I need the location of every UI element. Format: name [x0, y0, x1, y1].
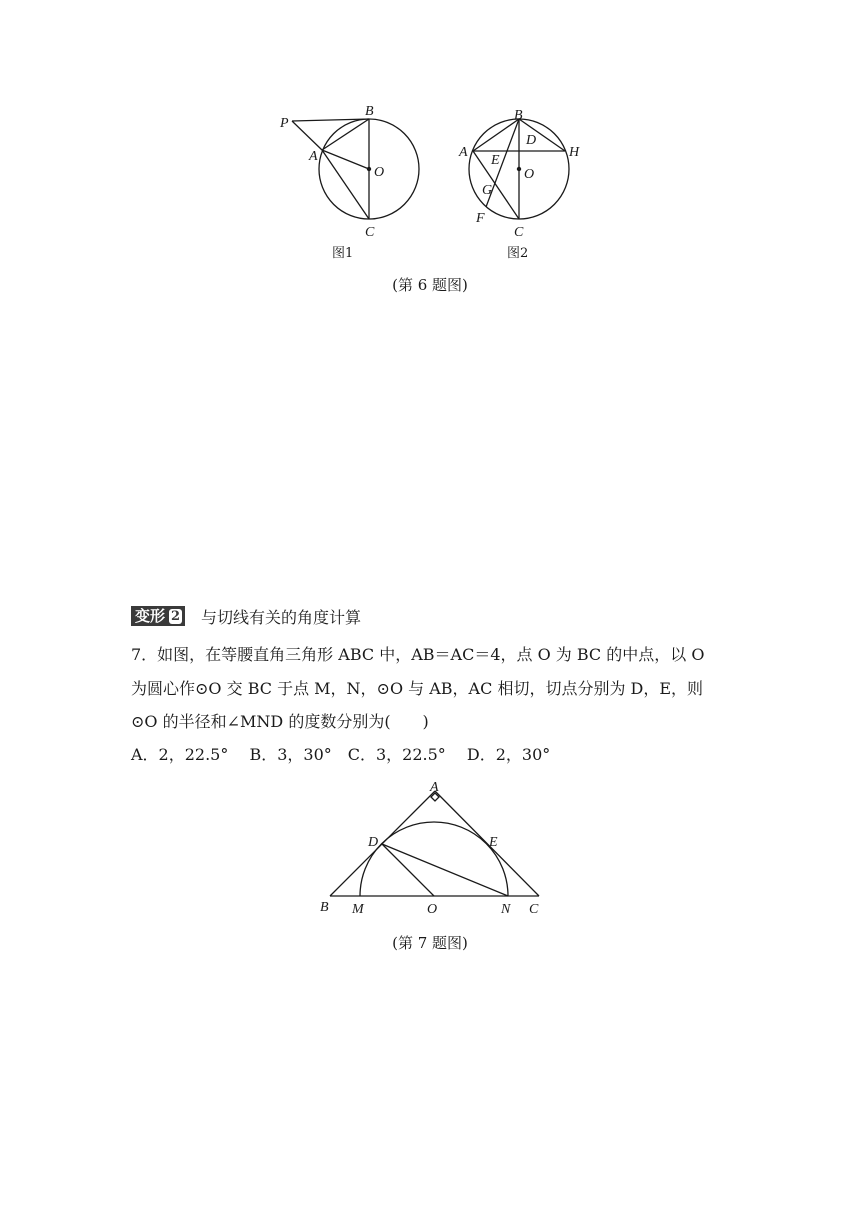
fig7-label-D: D: [368, 835, 379, 850]
fig7-label-M: M: [352, 902, 364, 917]
fig2-center-dot: [517, 167, 521, 171]
question-7-line-1: 7．如图，在等腰直角三角形 ABC 中，AB＝AC＝4，点 O 为 BC 的中点，以 O: [131, 645, 705, 664]
fig1-label-A: A: [309, 149, 318, 164]
fig2-sublabel: 图2: [507, 246, 529, 261]
fig7-semicircle: [360, 822, 508, 896]
fig2-label-F: F: [476, 211, 485, 226]
fig2-label-A: A: [459, 145, 468, 160]
section-title: 与切线有关的角度计算: [201, 607, 362, 627]
fig1-line-AB: [322, 119, 369, 150]
figure-6-caption: (第 6 题图): [392, 276, 468, 294]
fig2-label-C: C: [514, 225, 524, 240]
fig7-line-DN: [382, 844, 508, 896]
fig1-sublabel: 图1: [332, 246, 354, 261]
variant-badge-number: 2: [170, 608, 181, 624]
section-heading: [131, 604, 361, 628]
fig7-label-N: N: [501, 902, 511, 917]
fig7-label-E: E: [489, 835, 498, 850]
fig2-label-O: O: [524, 167, 535, 182]
question-7-line-2: 为圆心作⊙O 交 BC 于点 M，N，⊙O 与 AB，AC 相切，切点分别为 D，E，则: [131, 679, 704, 698]
fig7-label-A: A: [430, 780, 439, 795]
fig2-label-E: E: [491, 153, 500, 168]
figure-6: [270, 100, 600, 270]
fig2-line-BA: [473, 119, 519, 151]
fig7-line-DO: [382, 844, 434, 896]
fig2-label-G: G: [482, 183, 493, 198]
fig1-label-P: P: [280, 116, 289, 131]
fig2-label-D: D: [526, 133, 537, 148]
fig1-label-C: C: [365, 225, 375, 240]
fig7-label-B: B: [320, 900, 329, 915]
variant-badge-text: 变形: [135, 607, 166, 625]
question-7-line-3: ⊙O 的半径和∠MND 的度数分别为( ): [131, 712, 429, 731]
fig1-label-B: B: [365, 104, 374, 119]
fig2-label-H: H: [569, 145, 580, 160]
fig2-label-B: B: [514, 108, 523, 123]
question-7-options: A．2，22.5° B．3，30° C．3，22.5° D．2，30°: [131, 745, 551, 764]
fig1-line-PA: [292, 121, 322, 150]
fig7-label-O: O: [427, 902, 438, 917]
figure-7: [310, 772, 550, 922]
fig1-center-dot: [367, 167, 371, 171]
fig1-label-O: O: [374, 165, 385, 180]
variant-badge: [131, 606, 185, 626]
figure-7-caption: (第 7 题图): [392, 934, 468, 952]
fig7-label-C: C: [529, 902, 539, 917]
fig1-line-AC: [322, 150, 369, 219]
